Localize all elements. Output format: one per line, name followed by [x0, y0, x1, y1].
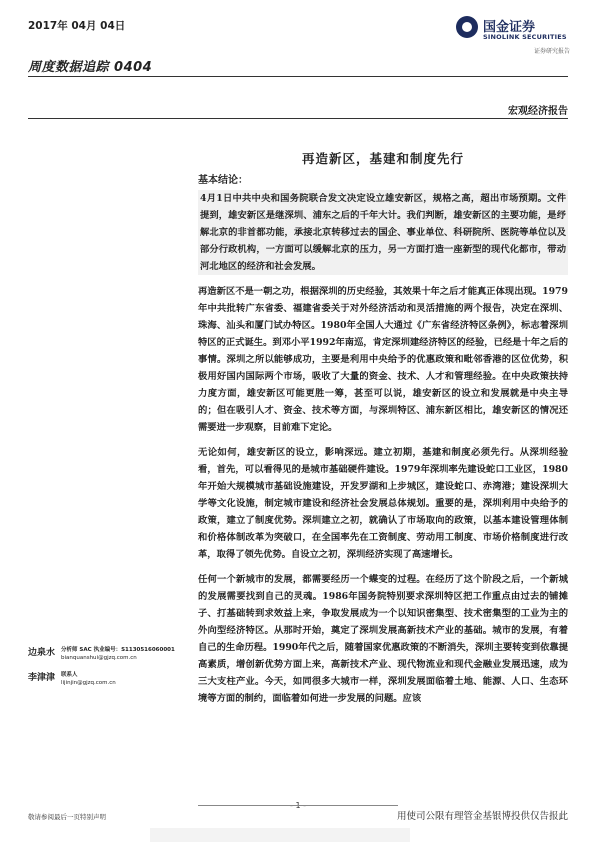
- analyst-role: 联系人: [61, 672, 78, 678]
- footer-notice: 用使司公限有理管金基银博投供仅告报此: [396, 811, 568, 822]
- header-divider: [28, 76, 568, 77]
- analyst-email[interactable]: lijinjin@gjzq.com.cn: [61, 680, 116, 686]
- analyst-email[interactable]: bianquanshui@gjzq.com.cn: [61, 655, 137, 661]
- logo-name-cn: 国金证券: [483, 20, 536, 35]
- report-series-title: 周度数据追踪 0404: [28, 60, 153, 75]
- summary-body: [198, 190, 568, 707]
- summary-paragraph-4: 任何一个新城市的发展，都需要经历一个蝶变的过程。在经历了这个阶段之后，一个新城的发展需要找到自己的灵魂。1986年国务院特别要求深圳特区把工作重点由过去的铺摊子、打基础转到求效益上来，争取发展成为一个以知识密集型、技术密集型的工业为主的外向型经济特区。从那时开始，奠定了深圳发展高新技术产业的基础。城市的发展，有着自己的生命历程。1990年代之后，随着国家优惠政策的不断消失，深圳主要转变到依靠提高素质，增创新优势方面上来，高新技术产业、现代物流业和现代金融业发展迅速，成为三大支柱产业。今天，如同很多大城市一样，深圳发展面临着土地、能源、人口、生态环境等方面的制约，面临着如何进一步发展的问题。应该: [198, 574, 568, 704]
- report-title: 再造新区，基建和制度先行: [301, 151, 464, 166]
- watermark-strip: [150, 828, 410, 842]
- summary-paragraph-1: 4月1日中共中央和国务院联合发文决定设立雄安新区，规格之高，超出市场预期。文件提到，雄安新区是继深圳、浦东之后的千年大计。我们判断，雄安新区的主要功能，是纾解北京的非首都功能，承接北京转移过去的国企、事业单位、科研院所、医院等单位以及部分行政机构，一方面可以缓解北京的压力，另一方面打造一座新型的现代化都市，带动河北地区的经济和社会发展。: [198, 190, 568, 275]
- analyst-name: 李津津: [28, 673, 56, 683]
- category-divider: [28, 118, 568, 119]
- logo-mark-icon: [456, 16, 478, 38]
- footer-divider: [198, 805, 398, 806]
- report-category: 宏观经济报告: [508, 106, 568, 117]
- analyst-role: 分析师 SAC 执业编号：S1130516060001: [61, 647, 175, 653]
- footer-disclaimer: 敬请参阅最后一页特别声明: [28, 813, 106, 821]
- logo-name-en: SINOLINK SECURITIES: [483, 33, 567, 41]
- section-label: 基本结论：: [198, 175, 248, 186]
- logo-subtitle: 证券研究报告: [533, 48, 570, 55]
- report-date: 2017年 04月 04日: [28, 20, 126, 32]
- summary-paragraph-2: 再造新区不是一朝之功，根据深圳的历史经验，其效果十年之后才能真正体现出现。1979年中共批转广东省委、福建省委关于对外经济活动和灵活措施的两个报告，决定在深圳、珠海、汕头和厦门试办特区。1980年全国人大通过《广东省经济特区条例》，标志着深圳特区的正式诞生。到邓小平1992年南巡，肯定深圳建经济特区的经验，已经是十年之后的事情。深圳之所以能够成功，主要是利用中央给予的优惠政策和毗邻香港的区位优势，积极用好国内国际两个市场，吸收了大量的资金、技术、人才和管理经验。在中央政策扶持力度方面，雄安新区可能更胜一筹，甚至可以说，雄安新区的设立和发展就是中央主导的；但在吸引人才、资金、技术等方面，与深圳特区、浦东新区相比，雄安新区的情况还需要进一步观察，目前难下定论。: [198, 286, 568, 433]
- summary-paragraph-3: 无论如何，雄安新区的设立，影响深远。建立初期，基建和制度必须先行。从深圳经验看，首先，可以看得见的是城市基础硬件建设。1979年深圳率先建设蛇口工业区，1980年开始大规模城市基础设施建设，开发罗湖和上步城区，建设蛇口、赤湾港；建设深圳大学等文化设施，制定城市建设和经济社会发展总体规划。重要的是，深圳利用中央给予的政策，建立了制度优势。深圳建立之初，就确认了市场取向的政策，以基本建设管理体制和价格体制改革为突破口，在全国率先在工资制度、劳动用工制度、市场价格制度进行改革，取得了领先优势。自设立之初，深圳经济实现了高速增长。: [198, 447, 568, 560]
- analyst-name: 边泉水: [28, 648, 56, 658]
- company-logo: [456, 16, 576, 64]
